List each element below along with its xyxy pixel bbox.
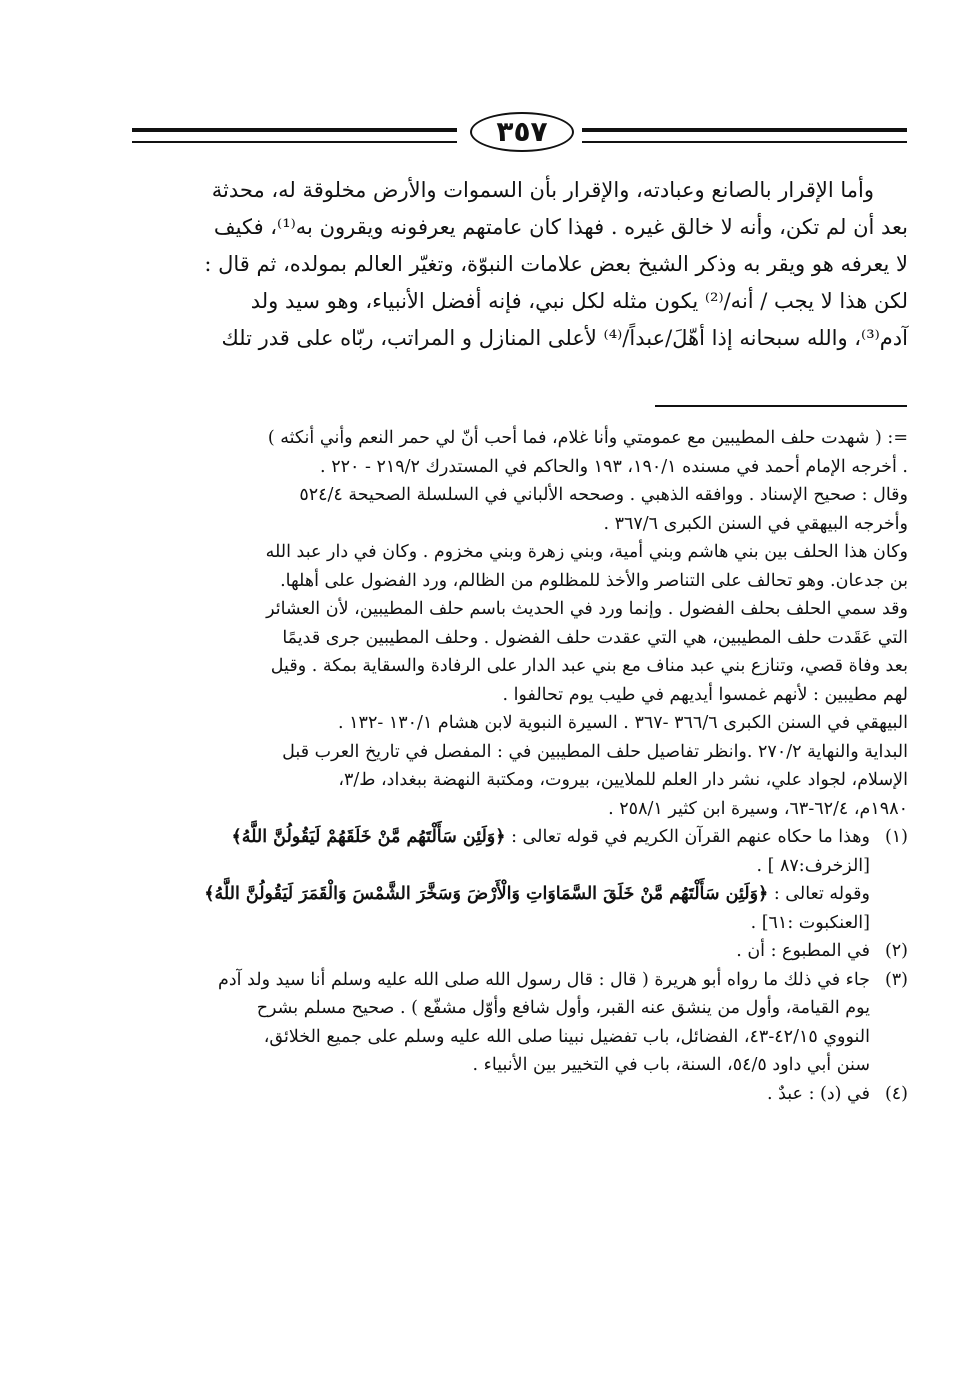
quran-verse: ﴿وَلَئِن سَأَلْتَهُم مَّنْ خَلَقَ السَّمَاوَاتِ وَالْأَرْضَ وَسَخَّرَ الشَّمْسَ وَالْقَمَرَ لَيَقُولُنَّ اللَّهُ﴾ (204, 884, 769, 904)
footnote-continuation-line: . أخرجه الإمام أحمد في مسنده ١٩٠/١، ١٩٣ والحاكم في المستدرك ٢١٩/٢ - ٢٢٠ . (320, 456, 908, 477)
footnote-number: (٤) (884, 1083, 908, 1104)
footnote-line: في المطبوع : أن . (736, 941, 870, 961)
footnote-number: (٢) (884, 941, 908, 961)
page-number: ٣٥٧ (470, 112, 574, 152)
quran-verse: ﴿وَلَئِن سَأَلْتَهُم مَّنْ خَلَقَهُمْ لَيَقُولُنَّ اللَّهُ﴾ (231, 827, 506, 847)
footnote-line (130, 880, 870, 909)
footnote-continuation-line: ١٩٨٠م، ٦٢/٤-٦٣، وسيرة ابن كثير ٢٥٨/١ . (608, 798, 908, 819)
footnote-continuation-line: البيهقي في السنن الكبرى ٣٦٦/٦ -٣٦٧ . السيرة النبوية لابن هشام ١٣٠/١ -١٣٢ . (338, 713, 908, 733)
main-text-line: لا يعرفه هو ويقر به وذكر الشيخ بعض علامات النبوّة، وتغيّر العالم بمولده، ثم قال : (204, 252, 908, 276)
footnote-body (130, 966, 870, 1080)
main-text-line: وأما الإقرار بالصانع وعبادته، والإقرار بأن السموات والأرض مخلوقة له، محدثة (211, 178, 874, 202)
footnote-body (130, 823, 870, 937)
footnote-3 (130, 966, 908, 1080)
footnote-continuation-line: البداية والنهاية ٢٧٠/٢ .وانظر تفاصيل حلف المطيبين في : المفصل في تاريخ العرب قبل (282, 741, 908, 762)
footnote-text: وقوله تعالى : (768, 884, 870, 904)
footnote-line (130, 823, 870, 852)
footnote-4 (130, 1080, 908, 1109)
footnote-continuation-line: لهم مطيبين : لأنهم غمسوا أيديهم في طيب يوم تحالفوا . (502, 684, 908, 705)
footnote-continuation-line: وكان هذا الحلف بين بني هاشم وبني أمية، وبني زهرة وبني مخزوم . وكان في دار عبد الله (265, 542, 908, 562)
footnote-continuation-line: وقد سمي الحلف بحلف الفضول . وإنما ورد في الحديث باسم حلف المطيبين، لأن العشائر (266, 599, 908, 619)
footnote-line: سنن أبي داود ٥٤/٥، السنة، باب في التخيير بين الأنبياء . (472, 1055, 870, 1075)
footnote-body (130, 937, 870, 966)
footnote-continuation-line: =: ( شهدت حلف المطيبين مع عمومتي وأنا غلام، فما أحب أنّ لي حمر النعم وأني أنكثه ) (267, 428, 908, 448)
main-text (130, 172, 908, 357)
footnote-line: النووي ٤٢/١٥-٤٣، الفضائل، باب تفضيل نبينا صلى الله عليه وسلم على جميع الخلائق، (263, 1026, 870, 1047)
footnote-line: في (د) : عبدٌ . (766, 1083, 870, 1104)
main-text-line: آدم⁽³⁾، والله سبحانه إذا أهّلَ/عبداً/⁽⁴⁾ لأعلى المنازل و المراتب، ربّاه على قدر تلك (221, 326, 908, 350)
footnote-continuation-line: بن جدعان. وهو تحالف على التناصر والأخذ للمظلوم من الظالم، ورد الفضول على أهلها. (280, 570, 908, 591)
footnote-line: يوم القيامة، وأول من ينشق عنه القبر، وأول شافع وأوّل مشفّع ) . صحيح مسلم بشرح (256, 998, 870, 1018)
footnote-2 (130, 937, 908, 966)
footnotes (130, 424, 908, 1108)
footnote-body (130, 1080, 870, 1109)
footnote-line: [العنكبوت :٦١] . (750, 912, 870, 933)
main-text-line: لكن هذا لا يجب / أنه/⁽²⁾ يكون مثله لكل نبي، فإنه أفضل الأنبياء، وهو سيد ولد (250, 289, 908, 313)
footnote-continuation-line: بعد وفاة قصي، وتنازع بني عبد مناف مع بني عبد الدار على الرفادة والسقاية بمكة . وقيل (270, 656, 908, 676)
footnote-number: (٣) (884, 969, 908, 990)
header-rule-right (582, 128, 907, 143)
footnote-separator (655, 405, 907, 407)
footnote-number: (١) (884, 827, 908, 847)
footnote-continuation-line: وأخرجه البيهقي في السنن الكبرى ٣٦٧/٦ . (603, 513, 908, 534)
footnote-line: [الزخرف:٨٧ ] . (756, 855, 870, 876)
footnote-continuation-line: وقال : صحيح الإسناد . ووافقه الذهبي . وصححه الألباني في السلسلة الصحيحة ٥٢٤/٤ (299, 485, 908, 505)
footnote-line: جاء في ذلك ما رواه أبو هريرة ( قال : قال رسول الله صلى الله عليه وسلم أنا سيد ولد آدم (218, 969, 870, 990)
page-header (132, 108, 907, 154)
footnote-1 (130, 823, 908, 937)
footnote-text: وهذا ما حكاه عنهم القرآن الكريم في قوله تعالى : (505, 827, 870, 847)
footnote-continuation-line: الإسلام، لجواد علي، نشر دار العلم للملايين، بيروت، ومكتبة النهضة ببغداد، ط/٣، (338, 770, 908, 790)
header-rule-left (132, 128, 457, 143)
footnote-continuation-line: التي عَقَدت حلف المطيبين، هي التي عقدت حلف الفضول . وحلف المطيبين جرى قديمًا (282, 627, 908, 648)
main-text-line: بعد أن لم تكن، وأنه لا خالق غيره . فهذا كان عامتهم يعرفونه ويقرون به⁽¹⁾، فكيف (213, 215, 908, 239)
